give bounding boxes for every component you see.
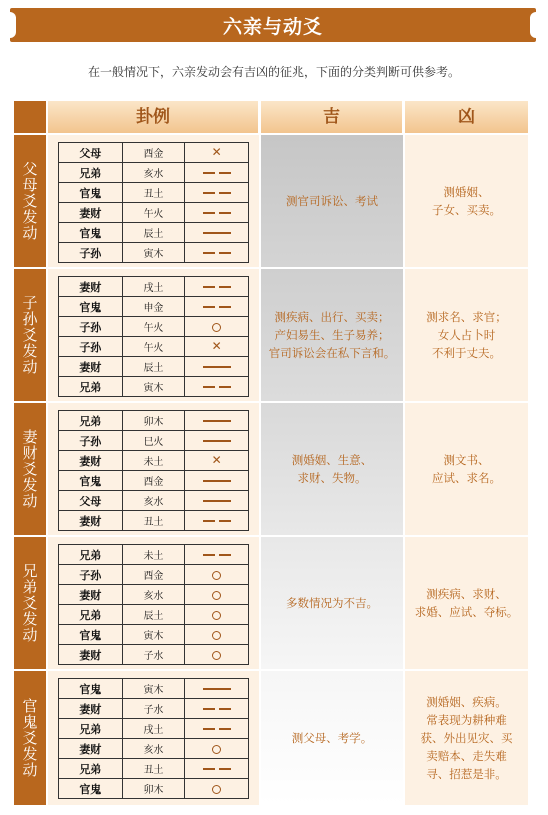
kin-cell: 妻财 (59, 585, 123, 605)
moving-yin-cross-icon: ✕ (211, 339, 222, 353)
section-label (14, 537, 46, 669)
line-cell (185, 143, 249, 163)
kin-cell: 父母 (59, 491, 123, 511)
ji-cell (261, 269, 403, 401)
branch-cell: 酉金 (122, 471, 185, 491)
gua-row (59, 277, 249, 297)
gua-row (59, 243, 249, 263)
kin-cell: 妻财 (59, 277, 123, 297)
gua-row (59, 411, 249, 431)
yin-line-icon (203, 252, 231, 254)
kin-cell: 官鬼 (59, 297, 123, 317)
section-label-char: 动 (22, 761, 38, 779)
kin-cell: 兄弟 (59, 759, 123, 779)
line-cell (185, 223, 249, 243)
header-corner (14, 101, 46, 133)
section-label (14, 403, 46, 535)
yang-line-icon (203, 232, 231, 234)
branch-cell: 巳火 (122, 431, 185, 451)
line-cell (185, 243, 249, 263)
gua-row (59, 625, 249, 645)
line-cell (185, 565, 249, 585)
yin-line-icon (203, 306, 231, 308)
section-label-char: 兄 (22, 562, 38, 580)
branch-cell: 未土 (122, 545, 185, 565)
gua-row (59, 491, 249, 511)
xiong-cell (405, 135, 528, 267)
branch-cell: 辰土 (122, 223, 185, 243)
branch-cell: 子水 (122, 699, 185, 719)
kin-cell: 兄弟 (59, 719, 123, 739)
kin-cell: 官鬼 (59, 471, 123, 491)
section-label-char: 父 (22, 160, 38, 178)
kin-cell: 妻财 (59, 203, 123, 223)
gua-row (59, 645, 249, 665)
line-cell (185, 779, 249, 799)
yang-line-icon (203, 420, 231, 422)
branch-cell: 戌土 (122, 719, 185, 739)
moving-yang-circle-icon (212, 651, 221, 660)
yin-line-icon (203, 520, 231, 522)
line-cell (185, 699, 249, 719)
header-gua: 卦例 (48, 101, 259, 133)
yang-line-icon (203, 480, 231, 482)
kin-cell: 子孙 (59, 243, 123, 263)
kin-cell: 妻财 (59, 451, 123, 471)
moving-yang-circle-icon (212, 591, 221, 600)
kin-cell: 子孙 (59, 317, 123, 337)
line-cell (185, 203, 249, 223)
line-cell (185, 719, 249, 739)
section-label-char: 爻 (22, 192, 38, 210)
branch-cell: 申金 (122, 297, 185, 317)
section (14, 537, 528, 669)
ji-text: 测官司诉讼、考试 (286, 194, 378, 208)
branch-cell: 寅木 (122, 243, 185, 263)
section-label-char: 子 (22, 294, 38, 312)
yin-line-icon (203, 386, 231, 388)
line-cell (185, 451, 249, 471)
gua-row (59, 377, 249, 397)
yang-line-icon (203, 366, 231, 368)
gua-row (59, 357, 249, 377)
section-label-char: 动 (22, 492, 38, 510)
yin-line-icon (203, 768, 231, 770)
section-label-char: 发 (22, 208, 38, 226)
line-cell (185, 317, 249, 337)
title-banner (10, 8, 536, 42)
xiong-text: 测婚姻、 子女、买卖。 (432, 185, 501, 217)
section-label-char: 爻 (22, 729, 38, 747)
section-label (14, 269, 46, 401)
branch-cell: 酉金 (122, 565, 185, 585)
section-label-char: 妻 (22, 428, 38, 446)
kin-cell: 官鬼 (59, 679, 123, 699)
kin-cell: 妻财 (59, 511, 123, 531)
yin-line-icon (203, 172, 231, 174)
xiong-text: 测疾病、求财、 求婚、应试、夺标。 (414, 587, 519, 619)
gua-table (58, 276, 249, 397)
gua-row (59, 545, 249, 565)
branch-cell: 亥水 (122, 491, 185, 511)
kin-cell: 父母 (59, 143, 123, 163)
line-cell (185, 645, 249, 665)
gua-row (59, 565, 249, 585)
section-label-char: 爻 (22, 326, 38, 344)
section-label-char: 财 (22, 444, 38, 462)
moving-yang-circle-icon (212, 785, 221, 794)
section-label (14, 135, 46, 267)
gua-row (59, 759, 249, 779)
gua-row (59, 451, 249, 471)
line-cell (185, 377, 249, 397)
moving-yang-circle-icon (212, 745, 221, 754)
section-label-char: 鬼 (22, 713, 38, 731)
line-cell (185, 411, 249, 431)
gua-row (59, 203, 249, 223)
branch-cell: 丑土 (122, 183, 185, 203)
ji-cell (261, 135, 403, 267)
gua-row (59, 143, 249, 163)
gua-row (59, 317, 249, 337)
gua-example-cell (48, 269, 259, 401)
gua-row (59, 739, 249, 759)
xiong-text: 测婚姻、疾病。 常表现为耕种难 获、外出见灾、买 卖赔本、走失难 寻、招惹是非。 (420, 695, 513, 781)
gua-row (59, 699, 249, 719)
moving-yang-circle-icon (212, 571, 221, 580)
branch-cell: 寅木 (122, 679, 185, 699)
kin-cell: 兄弟 (59, 605, 123, 625)
gua-row (59, 337, 249, 357)
line-cell (185, 759, 249, 779)
line-cell (185, 471, 249, 491)
line-cell (185, 545, 249, 565)
section (14, 403, 528, 535)
section-label-char: 发 (22, 476, 38, 494)
section-label-char: 发 (22, 745, 38, 763)
branch-cell: 亥水 (122, 585, 185, 605)
moving-yin-cross-icon: ✕ (211, 453, 222, 467)
kin-cell: 子孙 (59, 565, 123, 585)
line-cell (185, 431, 249, 451)
section-label-char: 母 (22, 176, 38, 194)
line-cell (185, 511, 249, 531)
xiong-text: 测求名、求官； 女人占卜时 不利于丈夫。 (426, 310, 507, 360)
line-cell (185, 277, 249, 297)
gua-row (59, 679, 249, 699)
header-xiong: 凶 (405, 101, 528, 133)
kin-cell: 官鬼 (59, 779, 123, 799)
ji-cell (261, 671, 403, 805)
kin-cell: 兄弟 (59, 377, 123, 397)
branch-cell: 寅木 (122, 625, 185, 645)
kin-cell: 妻财 (59, 699, 123, 719)
moving-yang-circle-icon (212, 631, 221, 640)
branch-cell: 寅木 (122, 377, 185, 397)
section-label-char: 爻 (22, 594, 38, 612)
kin-cell: 妻财 (59, 357, 123, 377)
line-cell (185, 739, 249, 759)
moving-yang-circle-icon (212, 323, 221, 332)
gua-row (59, 223, 249, 243)
line-cell (185, 337, 249, 357)
line-cell (185, 183, 249, 203)
kin-cell: 官鬼 (59, 183, 123, 203)
line-cell (185, 491, 249, 511)
line-cell (185, 163, 249, 183)
gua-row (59, 297, 249, 317)
branch-cell: 子水 (122, 645, 185, 665)
branch-cell: 亥水 (122, 739, 185, 759)
line-cell (185, 585, 249, 605)
kin-cell: 兄弟 (59, 163, 123, 183)
gua-table (58, 678, 249, 799)
kin-cell: 妻财 (59, 645, 123, 665)
gua-row (59, 471, 249, 491)
section-label-char: 动 (22, 358, 38, 376)
branch-cell: 戌土 (122, 277, 185, 297)
gua-row (59, 585, 249, 605)
kin-cell: 妻财 (59, 739, 123, 759)
intro-text: 在一般情况下，六亲发动会有吉凶的征兆，下面的分类判断可供参考。 (87, 65, 460, 79)
yin-line-icon (203, 192, 231, 194)
section-label-char: 发 (22, 610, 38, 628)
section-label-char: 孙 (22, 310, 38, 328)
section-label-char: 动 (22, 626, 38, 644)
xiong-cell (405, 269, 528, 401)
line-cell (185, 297, 249, 317)
yin-line-icon (203, 554, 231, 556)
yin-line-icon (203, 708, 231, 710)
gua-table (58, 142, 249, 263)
gua-row (59, 431, 249, 451)
yin-line-icon (203, 728, 231, 730)
branch-cell: 午火 (122, 203, 185, 223)
ji-text: 测父母、考学。 (291, 731, 373, 745)
line-cell (185, 605, 249, 625)
ji-cell (261, 403, 403, 535)
gua-table (58, 410, 249, 531)
gua-table (58, 544, 249, 665)
section-label-char: 动 (22, 224, 38, 242)
gua-row (59, 719, 249, 739)
divination-table (14, 101, 528, 805)
line-cell (185, 625, 249, 645)
branch-cell: 辰土 (122, 605, 185, 625)
yin-line-icon (203, 212, 231, 214)
kin-cell: 官鬼 (59, 625, 123, 645)
kin-cell: 子孙 (59, 337, 123, 357)
ji-text: 测婚姻、生意、 求财、失物。 (291, 453, 373, 485)
yang-line-icon (203, 440, 231, 442)
line-cell (185, 679, 249, 699)
xiong-cell (405, 403, 528, 535)
yin-line-icon (203, 286, 231, 288)
gua-row (59, 511, 249, 531)
gua-row (59, 183, 249, 203)
gua-row (59, 163, 249, 183)
kin-cell: 子孙 (59, 431, 123, 451)
kin-cell: 官鬼 (59, 223, 123, 243)
branch-cell: 午火 (122, 317, 185, 337)
gua-row (59, 779, 249, 799)
gua-example-cell (48, 537, 259, 669)
xiong-cell (405, 537, 528, 669)
ji-cell (261, 537, 403, 669)
branch-cell: 丑土 (122, 759, 185, 779)
xiong-cell (405, 671, 528, 805)
moving-yin-cross-icon: ✕ (211, 145, 222, 159)
line-cell (185, 357, 249, 377)
branch-cell: 午火 (122, 337, 185, 357)
branch-cell: 丑土 (122, 511, 185, 531)
yang-line-icon (203, 688, 231, 690)
header-ji: 吉 (261, 101, 403, 133)
xiong-text: 测文书、 应试、求名。 (432, 453, 501, 485)
kin-cell: 兄弟 (59, 545, 123, 565)
section (14, 135, 528, 267)
branch-cell: 未土 (122, 451, 185, 471)
kin-cell: 兄弟 (59, 411, 123, 431)
gua-row (59, 605, 249, 625)
branch-cell: 辰土 (122, 357, 185, 377)
gua-example-cell (48, 671, 259, 805)
section (14, 671, 528, 805)
ji-text: 多数情况为不吉。 (286, 596, 378, 610)
branch-cell: 亥水 (122, 163, 185, 183)
branch-cell: 酉金 (122, 143, 185, 163)
branch-cell: 卯木 (122, 411, 185, 431)
section-label-char: 弟 (22, 578, 38, 596)
section-label (14, 671, 46, 805)
moving-yang-circle-icon (212, 611, 221, 620)
section-label-char: 爻 (22, 460, 38, 478)
gua-example-cell (48, 403, 259, 535)
section (14, 269, 528, 401)
yang-line-icon (203, 500, 231, 502)
ji-text: 测疾病、出行、买卖； 产妇易生、生子易养； 官司诉讼会在私下言和。 (268, 310, 396, 360)
section-label-char: 官 (22, 697, 38, 715)
branch-cell: 卯木 (122, 779, 185, 799)
gua-example-cell (48, 135, 259, 267)
page-title: 六亲与动爻 (222, 16, 323, 38)
section-label-char: 发 (22, 342, 38, 360)
